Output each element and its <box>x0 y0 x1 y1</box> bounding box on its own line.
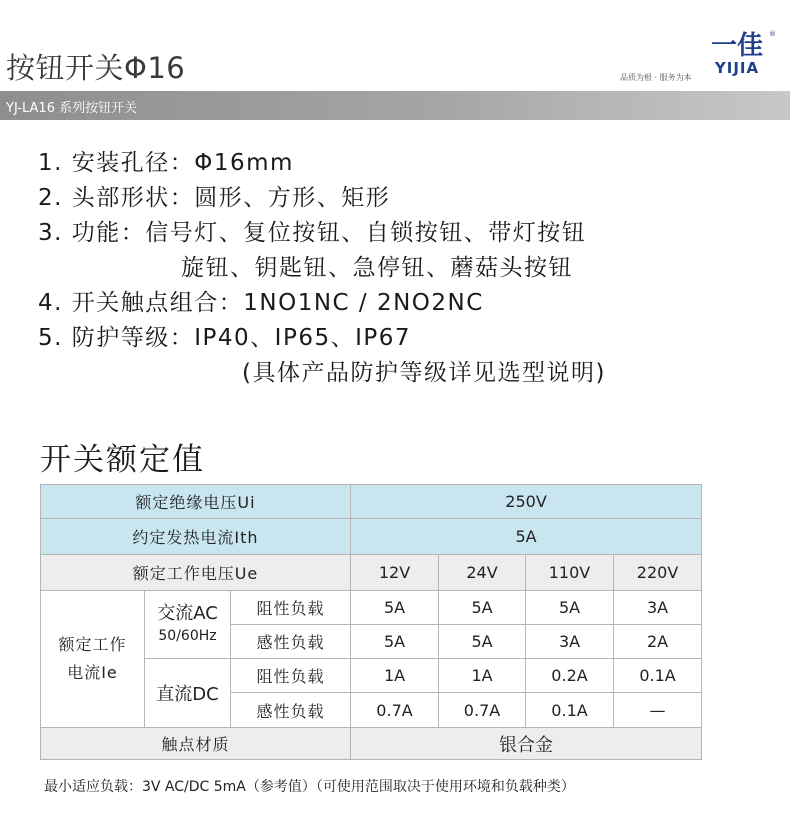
value-cell: 5A <box>439 591 526 625</box>
yijia-logo <box>694 28 780 78</box>
ratings-title: 开关额定值 <box>40 442 205 478</box>
logo-registered: ® <box>769 30 776 38</box>
load-type-resistive: 阻性负载 <box>231 659 351 693</box>
value-cell: 1A <box>439 659 526 693</box>
value-cell: 3A <box>614 591 702 625</box>
logo-slogan: 品质为根 · 服务为本 <box>620 73 692 82</box>
insulation-voltage-label: 额定绝缘电压Ui <box>41 485 351 519</box>
value-cell: 5A <box>526 591 614 625</box>
spec-item-protection: 5. 防护等级：IP40、IP65、IP67 <box>38 325 412 351</box>
ac-label <box>145 591 231 659</box>
value-cell: 2A <box>614 625 702 659</box>
logo-wordmark: YIJIA <box>714 59 760 77</box>
table-row <box>41 555 702 591</box>
contact-material-value: 银合金 <box>351 728 702 760</box>
value-cell: 3A <box>526 625 614 659</box>
spec-item-contacts: 4. 开关触点组合：1NO1NC / 2NO2NC <box>38 290 484 316</box>
value-cell: 5A <box>439 625 526 659</box>
spec-item-head-shape: 2. 头部形状：圆形、方形、矩形 <box>38 185 391 211</box>
ac-label-line2: 50/60Hz <box>158 627 217 644</box>
value-cell: 0.2A <box>526 659 614 693</box>
operating-voltage-label: 额定工作电压Ue <box>41 555 351 591</box>
contact-material-label: 触点材质 <box>41 728 351 760</box>
insulation-voltage-value: 250V <box>351 485 702 519</box>
spec-list <box>38 146 606 391</box>
table-row <box>41 485 702 519</box>
thermal-current-value: 5A <box>351 519 702 555</box>
load-type-inductive: 感性负载 <box>231 625 351 659</box>
operating-current-label-line2: 电流Ie <box>67 663 118 682</box>
ratings-table <box>40 484 702 760</box>
value-cell: 1A <box>351 659 439 693</box>
table-row <box>41 591 702 625</box>
value-cell: 5A <box>351 625 439 659</box>
series-banner <box>0 91 790 120</box>
voltage-header: 24V <box>439 555 526 591</box>
operating-current-label-line1: 额定工作 <box>58 635 127 654</box>
voltage-header: 12V <box>351 555 439 591</box>
spec-item-function: 3. 功能：信号灯、复位按钮、自锁按钮、带灯按钮 <box>38 220 587 246</box>
series-banner-text: YJ-LA16 系列按钮开关 <box>6 101 138 116</box>
value-cell: — <box>614 693 702 728</box>
table-row <box>41 519 702 555</box>
load-type-resistive: 阻性负载 <box>231 591 351 625</box>
value-cell: 0.7A <box>351 693 439 728</box>
min-load-note: 最小适应负载：3V AC/DC 5mA（参考值）（可使用范围取决于使用环境和负载种类） <box>44 779 575 795</box>
thermal-current-label: 约定发热电流Ith <box>41 519 351 555</box>
value-cell: 5A <box>351 591 439 625</box>
spec-item-protection-note: (具体产品防护等级详见选型说明) <box>242 360 606 386</box>
ac-label-line1: 交流AC <box>157 602 218 624</box>
dc-label: 直流DC <box>145 659 231 728</box>
voltage-header: 110V <box>526 555 614 591</box>
value-cell: 0.1A <box>614 659 702 693</box>
load-type-inductive: 感性负载 <box>231 693 351 728</box>
value-cell: 0.1A <box>526 693 614 728</box>
operating-current-label <box>41 591 145 728</box>
voltage-header: 220V <box>614 555 702 591</box>
logo-char: 一佳 <box>710 31 764 61</box>
page-title: 按钮开关Φ16 <box>6 51 186 85</box>
value-cell: 0.7A <box>439 693 526 728</box>
spec-item-hole: 1. 安装孔径：Φ16mm <box>38 150 294 176</box>
table-row <box>41 728 702 760</box>
spec-item-function-cont: 旋钮、钥匙钮、急停钮、蘑菇头按钮 <box>181 255 573 281</box>
